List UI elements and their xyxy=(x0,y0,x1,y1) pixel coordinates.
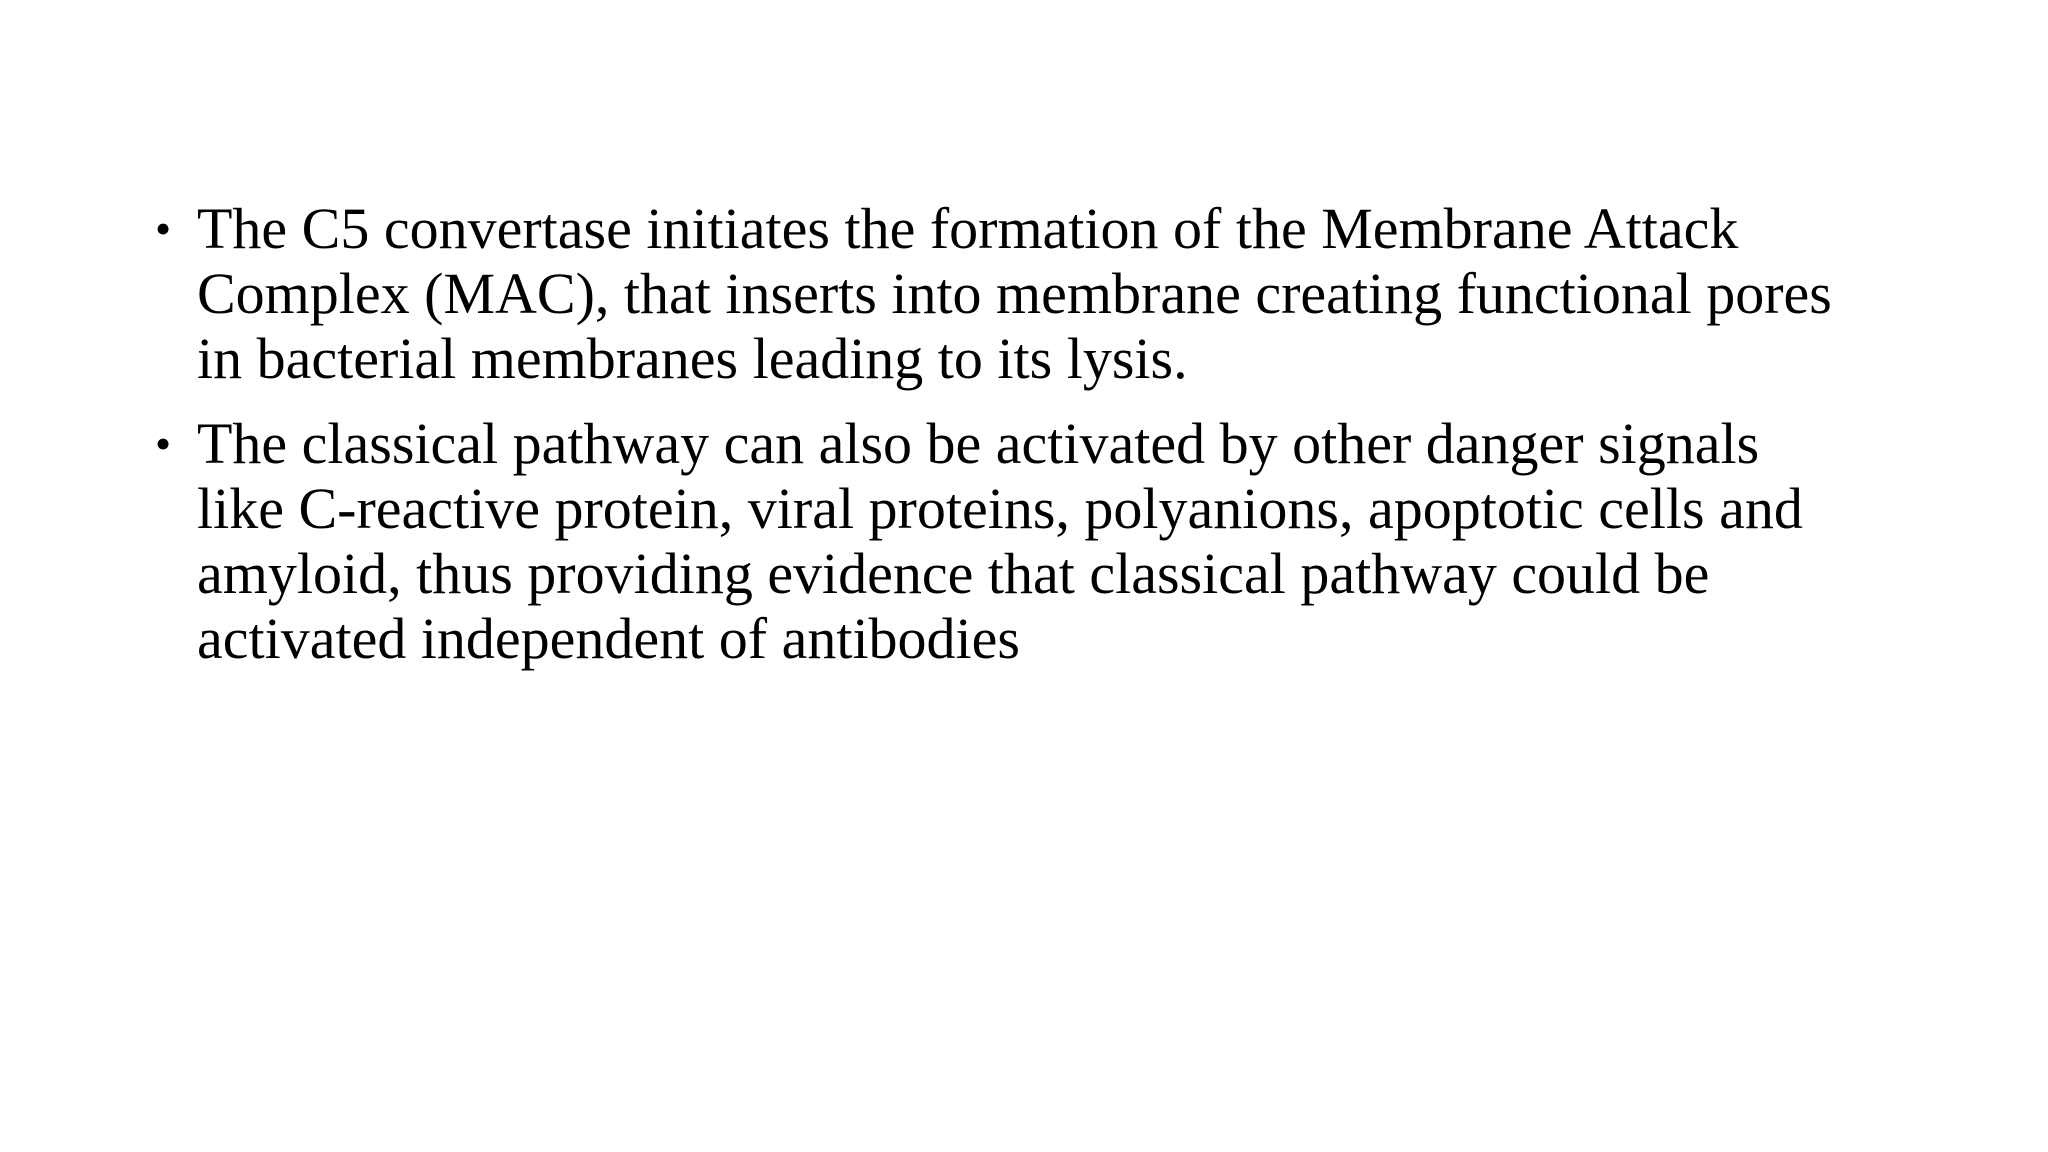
bullet-text-line: amyloid, thus providing evidence that classical pathway could be xyxy=(197,541,1710,606)
bullet-text-line: • The classical pathway can also be activated by other danger signals xyxy=(197,411,1760,476)
bullet-text-line: Complex (MAC), that inserts into membrane creating functional pores xyxy=(197,261,1832,326)
bullet-item xyxy=(155,196,1915,391)
bullet-text-line: in bacterial membranes leading to its lysis. xyxy=(197,326,1188,391)
bullet-text-line: activated independent of antibodies xyxy=(197,606,1020,671)
bullet-text-line: like C-reactive protein, viral proteins, polyanions, apoptotic cells and xyxy=(197,476,1803,541)
bullet-list xyxy=(155,196,1915,691)
bullet-text-line: • The C5 convertase initiates the formation of the Membrane Attack xyxy=(197,196,1739,261)
bullet-item xyxy=(155,411,1915,671)
